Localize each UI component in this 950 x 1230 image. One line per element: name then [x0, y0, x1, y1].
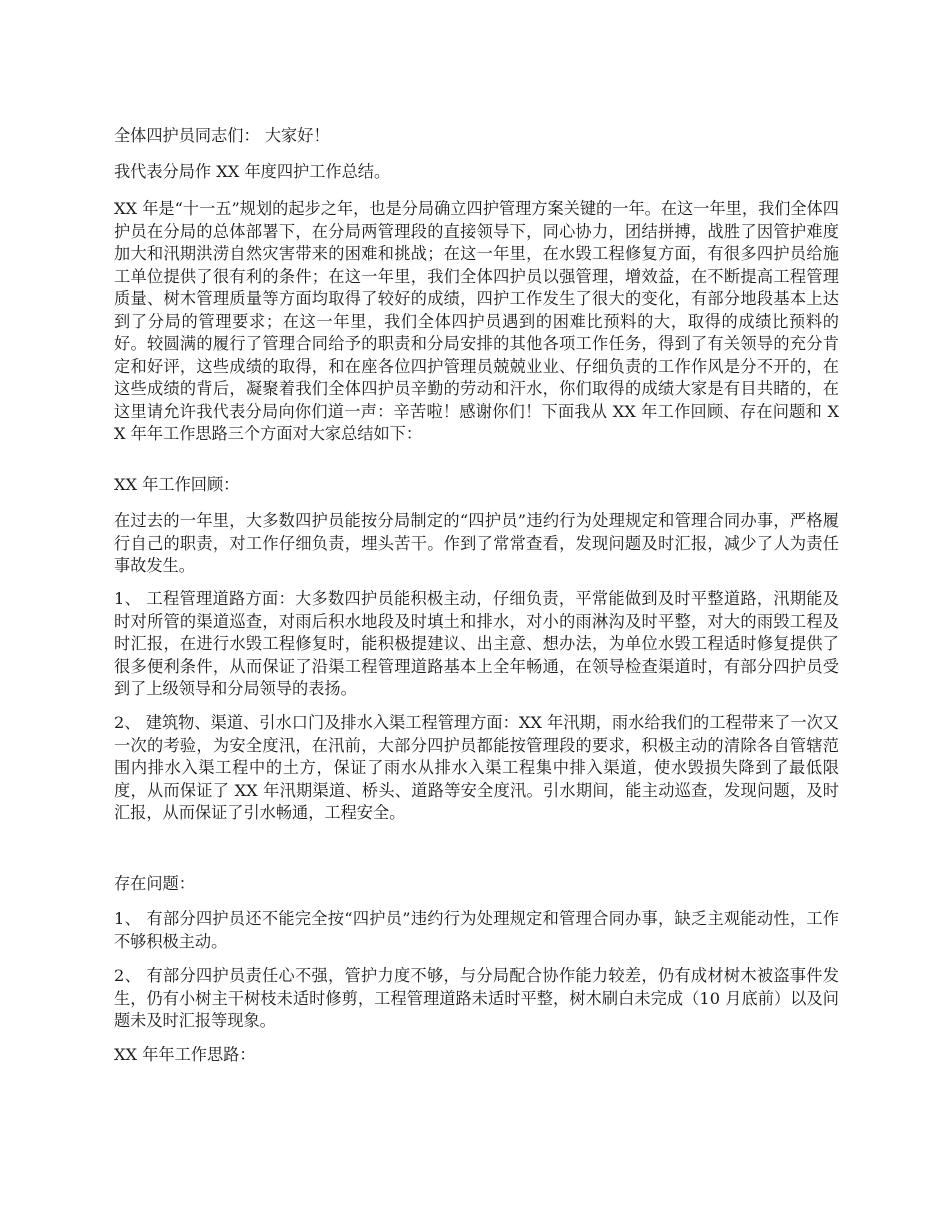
plan-heading: XX 年年工作思路： — [114, 1045, 256, 1064]
review-heading: XX 年工作回顾： — [114, 475, 240, 494]
intro-paragraph: 我代表分局作 XX 年度四护工作总结。 — [114, 162, 391, 181]
problem-item-2: 2、 有部分四护员责任心不强，管护力度不够，与分局配合协作能力较差，仍有成材树木被盗事件发生，仍有小树主干树枝未适时修剪，工程管理道路未适时平整，树木刷白未完成（10 月底前）以及问题未及时汇报等现象。 — [114, 966, 839, 1030]
problem-item-1: 1、 有部分四护员还不能完全按“四护员”违约行为处理规定和管理合同办事，缺乏主观能动性，工作不够积极主动。 — [114, 909, 839, 951]
greeting: 全体四护员同志们： 大家好！ — [114, 126, 330, 145]
review-item-roads: 1、 工程管理道路方面：大多数四护员能积极主动，仔细负责，平常能做到及时平整道路，汛期能及时对所管的渠道巡查，对雨后积水地段及时填土和排水，对小的雨淋沟及时平整，对大的雨毁工程及时汇报，在进行水毁工程修复时，能积极提建议、出主意、想办法，为单位水毁工程适时修复提供了很多便利条件，从而保证了沿渠工程管理道路基本上全年畅通，在领导检查渠道时，有部分四护员受到了上级领导和分局领导的表扬。 — [114, 589, 839, 698]
overview-paragraph: XX 年是“十一五”规划的起步之年，也是分局确立四护管理方案关键的一年。在这一年里，我们全体四护员在分局的总体部署下，在分局两管理段的直接领导下，同心协力，团结拼搏，战胜了因管护难度加大和汛期洪涝自然灾害带来的困难和挑战；在这一年里，在水毁工程修复方面，有很多四护员给施工单位提供了很有利的条件；在这一年里，我们全体四护员以强管理，增效益，在不断提高工程管理质量、树木管理质量等方面均取得了较好的成绩，四护工作发生了很大的变化，有部分地段基本上达到了分局的管理要求；在这一年里，我们全体四护员遇到的困难比预料的大，取得的成绩比预料的好。较圆满的履行了管理合同给予的职责和分局安排的其他各项工作任务，得到了有关领导的充分肯定和好评，这些成绩的取得，和在座各位四护管理员兢兢业业、仔细负责的工作作风是分不开的，在这些成绩的背后，凝聚着我们全体四护员辛勤的劳动和汗水，你们取得的成绩大家是有目共睹的，在这里请允许我代表分局向你们道一声：辛苦啦！感谢你们！下面我从 XX 年工作回顾、存在问题和 XX 年年工作思路三个方面对大家总结如下： — [114, 199, 839, 443]
review-intro-paragraph: 在过去的一年里，大多数四护员能按分局制定的“四护员”违约行为处理规定和管理合同办事，严格履行自己的职责，对工作仔细负责，埋头苦干。作到了常常查看，发现问题及时汇报，减少了人为责任事故发生。 — [114, 511, 839, 575]
problems-heading: 存在问题： — [114, 874, 195, 893]
review-item-structures: 2、 建筑物、渠道、引水口门及排水入渠工程管理方面：XX 年汛期，雨水给我们的工程带来了一次又一次的考验，为安全度汛，在汛前，大部分四护员都能按管理段的要求，积极主动的清除各自管辖范围内排水入渠工程中的土方，保证了雨水从排水入渠工程集中排入渠道，使水毁损失降到了最低限度，从而保证了 XX 年汛期渠道、桥头、道路等安全度汛。引水期间，能主动巡查，发现问题，及时汇报，从而保证了引水畅通，工程安全。 — [114, 713, 839, 822]
